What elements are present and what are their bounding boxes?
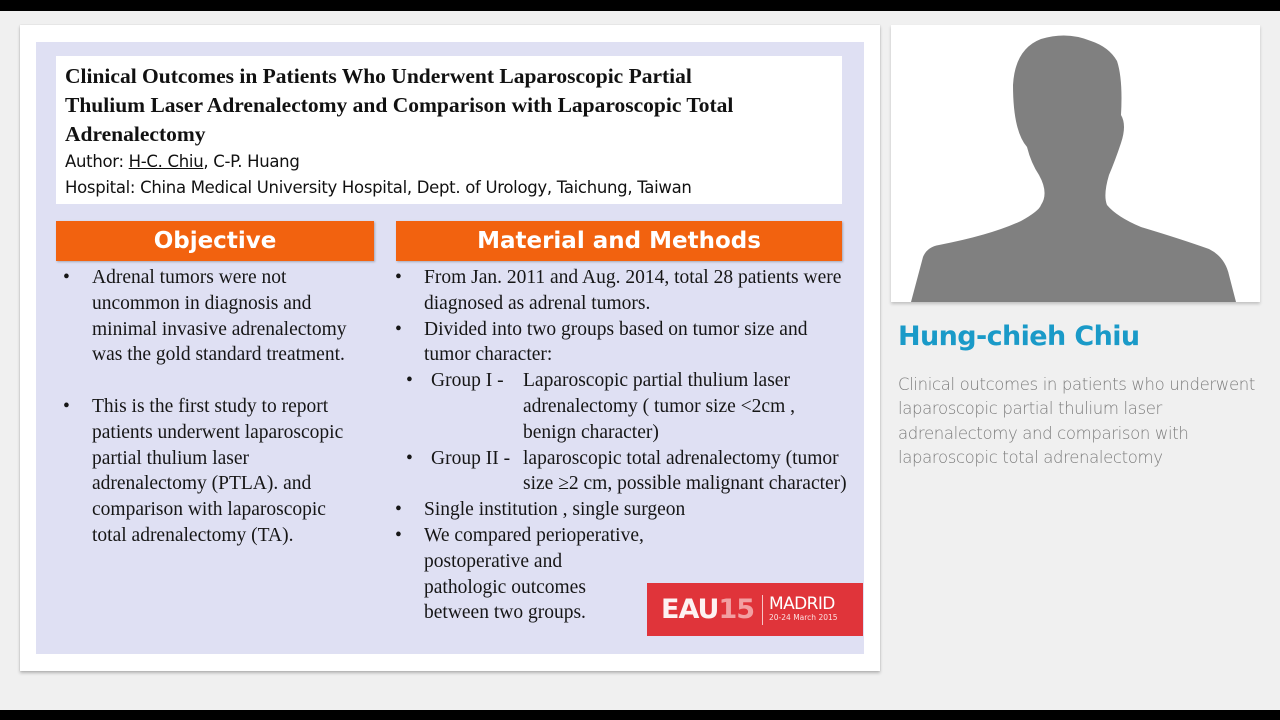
slide-card[interactable] [20,25,880,671]
author-label: Author: [65,152,129,171]
group-item [431,446,851,498]
group-item [431,368,826,445]
methods-bullet-text: • We compared perioperative, postoperative and pathologic outcomes between two groups. [424,524,644,624]
group-label: • Group II - [431,447,511,469]
group-label: • Group I - [431,370,504,392]
methods-bullet: • Divided into two groups based on tumor size and tumor character: [388,317,858,369]
slide [36,42,864,654]
objective-bullet: • Adrenal tumors were not uncommon in diagnosis and minimal invasive adrenalectomy was the gold standard treatment. [56,265,356,368]
talk-title: Clinical outcomes in patients who underwent laparoscopic partial thulium laser adrenalectomy and comparison with laparoscopic total adrenalectomy [898,375,1255,467]
objective-bullet: • This is the first study to report patients underwent laparoscopic partial thulium laser adrenalectomy (PTLA). and comparison with laparoscopic total adrenalectomy (TA). [56,394,356,549]
logo-divider [762,595,763,625]
logo-city: MADRID [769,594,835,614]
hospital-line: Hospital: China Medical University Hospital, Dept. of Urology, Taichung, Taiwan [65,178,692,197]
author-primary: H-C. Chiu [128,152,204,171]
methods-bullet: • From Jan. 2011 and Aug. 2014, total 28 patients were diagnosed as adrenal tumors. [388,265,858,317]
objective-heading: Objective [56,221,374,261]
eau15-logo [647,583,863,636]
slide-title [65,62,833,149]
title-line: Clinical Outcomes in Patients Who Underwent Laparoscopic Partial [65,64,692,88]
presentation-viewer [0,11,1280,710]
title-line: Adrenalectomy [65,122,206,146]
logo-eau: EAU [661,594,719,625]
logo-dates: 20-24 March 2015 [769,613,838,622]
group-text: Laparoscopic partial thulium laser adrenalectomy ( tumor size <2cm , benign character) [523,370,795,443]
author-rest: , C-P. Huang [203,152,300,171]
methods-bullet: • Single institution , single surgeon [388,497,858,523]
speaker-name: Hung-chieh Chiu [898,321,1140,352]
person-silhouette-icon [891,25,1260,302]
slide-header [56,56,842,204]
speaker-photo [891,25,1260,302]
title-line: Thulium Laser Adrenalectomy and Comparison with Laparoscopic Total [65,93,734,117]
logo-location [769,596,838,623]
author-line [65,149,833,175]
methods-heading: Material and Methods [396,221,842,261]
methods-list [388,265,858,626]
logo-year: 15 [718,594,755,625]
objective-list [56,265,356,549]
group-text: laparoscopic total adrenalectomy (tumor size ≥2 cm, possible malignant character) [523,447,847,495]
